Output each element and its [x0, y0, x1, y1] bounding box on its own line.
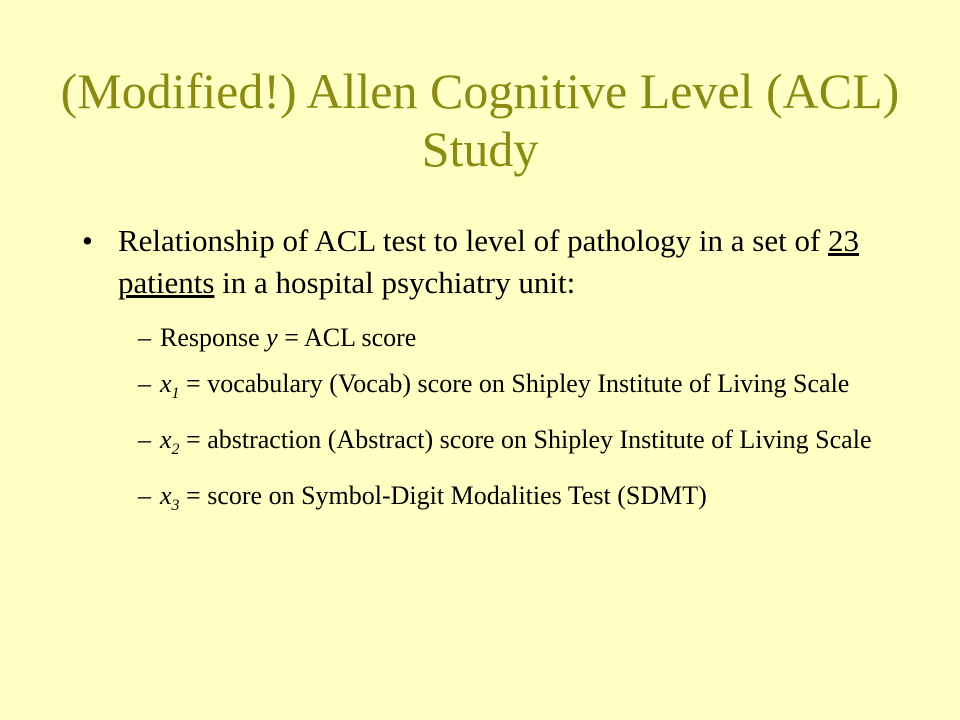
bullet-text-underlined: 23 patients	[118, 223, 860, 300]
sub-list	[80, 322, 900, 522]
slide-body	[80, 220, 900, 537]
dash-icon: –	[138, 425, 151, 455]
sub-var: x	[160, 425, 172, 455]
dash-icon: –	[138, 323, 151, 352]
sub-item-x1	[80, 368, 900, 409]
slide-title: (Modified!) Allen Cognitive Level (ACL) Study	[60, 63, 900, 177]
dash-icon: –	[138, 369, 151, 398]
sub-post: = ACL score	[277, 323, 417, 352]
dash-icon: –	[138, 481, 151, 511]
sub-pre: Response	[160, 323, 267, 352]
sub-item-x2	[80, 424, 900, 465]
sub-var: x	[160, 369, 172, 398]
sub-item-x3	[80, 480, 900, 521]
bullet-item	[80, 220, 900, 304]
sub-item-response	[80, 322, 900, 353]
sub-var: y	[266, 323, 278, 352]
sub-var: x	[160, 481, 172, 511]
sub-subscript: 1	[171, 385, 180, 403]
bullet-text-prefix: Relationship of ACL test to level of pathology in a set of	[118, 223, 829, 258]
sub-post: = vocabulary (Vocab) score on Shipley Institute of Living Scale	[179, 369, 850, 398]
sub-subscript: 3	[171, 497, 180, 515]
bullet-icon: •	[82, 223, 93, 258]
sub-post: = abstraction (Abstract) score on Shipley Institute of Living Scale	[179, 425, 872, 455]
bullet-text-suffix: in a hospital psychiatry unit:	[214, 265, 576, 300]
sub-subscript: 2	[171, 441, 180, 459]
sub-post: = score on Symbol-Digit Modalities Test (SDMT)	[179, 481, 707, 511]
